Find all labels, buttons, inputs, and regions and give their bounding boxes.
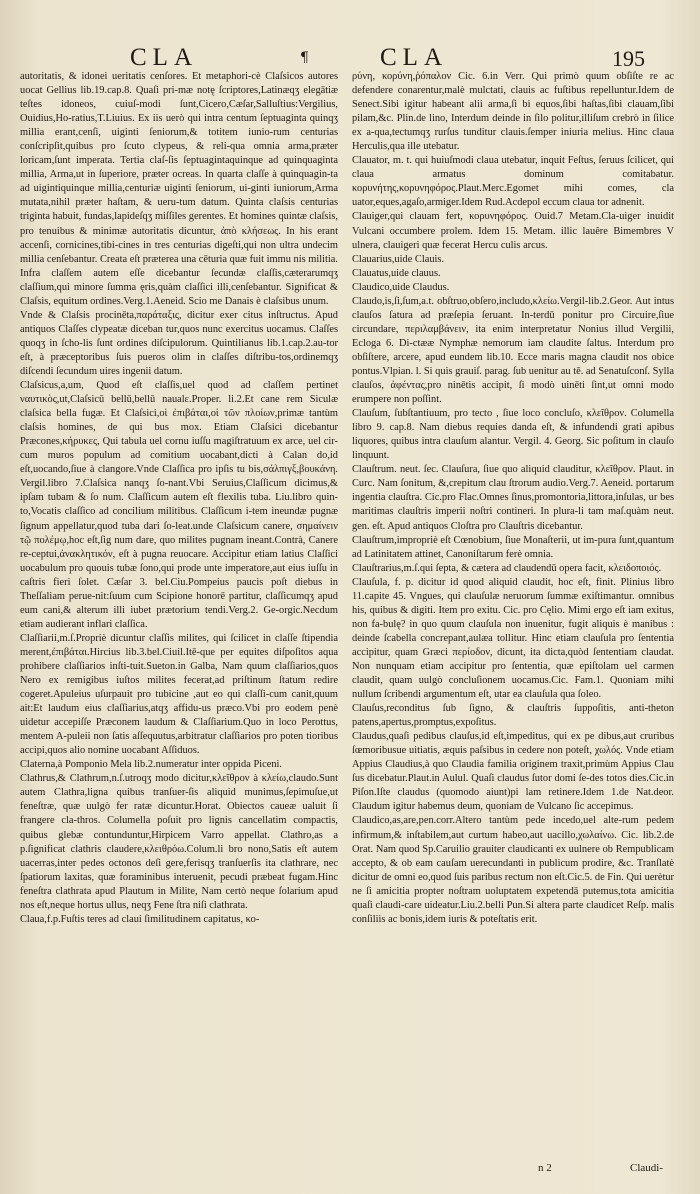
entry-paragraph: Claſsicus,a,um, Quod eſt claſſis,uel quod ad claſſem pertinet ναυτικὸς,ut,Claſsicū bellū,bellū naualε.Proper. li.2.Et cane rem Siculæ claſsica bella fugæ. Et Claſsici,οἱ ἐπιβάται,οἱ τῶν πλοίων,primæ tantùm claſsis homines, de qui bus mox. Etiam Claſsici dicebantur Præcones,κήρυκες, Qui tabula uel cornu iuſſu magiſtratuum ex arce, uel cir-cum muros populum ad comitium uocabant,dicti à Calan do,id eſt,uocando,ſiue à clangore.Vnde Claſſica pro ipſis tu bis,σάλπιγξ,βουκάνη. Vergil.libro 7.Claſsica nanqʒ ſo-nant.Vbi Seruius,Claſſicum dicimus,& ipſam tubam & ſo num. Claſſicum autem eſt flexilis tuba. Liu.libro quin-to,Vocatis claſſico ad concilium militibus. Claſſicum i-tem ineundæ pugnæ ſignum appellatur,quod tuba dari ſo-leat.unde Claſsicum canere, σημαίνειν τῷ πολέμῳ,hoc eſt,ſig num dare, quo milites pugnam ineant.Contrà, Canere re-ceptui,ἀνακλητικόν, eſt à pugna reuocare. Accipitur etiam latius Claſſici uocabulum pro quouis tubæ ſono,qui prode unte imperatore,aut eius iuſſu in caſtris fieri ſolet. Cæſar 3. bel.Ciu.Pompeius paucis poſt diebus in Theſſaliam perue-nit:ſuum cum Scipione honorē partitur, claſſicumqʒ apud eum cani,& alterum illi iubet prætorium tendi.Verg.2. Ge-orgic.Necdum etiam audierant inflari claſſica.	[20, 380, 338, 630]
entry-paragraph: Clauſtrum,impropriè eſt Cœnobium, ſiue Monaſterii, ut im-pura ſunt,quantum ad Latinitatem attinet, Canoniſtarum ferè omnia.	[352, 534, 674, 560]
catchword: Claudi-	[630, 1162, 663, 1174]
head-mark: ¶	[300, 50, 309, 66]
headword-right: CLA	[380, 44, 448, 71]
entry-paragraph: Clauſum, ſubſtantiuum, pro tecto , ſiue loco concluſo, κλεῖθρον. Columella libro 9. cap.8. Nam diebus requies danda eſt, & infundendi grati apibus liquores, quibus intra clauſum alantur. Vergil. 4. Georg. Sic poſitum in clauſo linquunt.	[352, 408, 674, 462]
right-column	[352, 70, 674, 927]
entry-paragraph: autoritatis, & idonei ueritatis cenſores. Et metaphori-cè Claſsicos autores uocat Gellius lib.19.cap.8. Quaſi pri-mæ notę ſcriptores,Latinæqʒ elegātiæ teſtes idoneos, cuiuſ-modi ſunt,Cicero,Cæſar,Salluſtius:Vergilius, Ouidius,Ho-ratius,T.Liuius. Ex iis uerò qui intra centum ſeptuaginta quinqʒ millia erant,cenſi, uiginti ſeniorum,& totitem iunio-rum centurias conſcripſit,quibus pro ſcuto clypeus, & reli-qua omnia arma,præter loricam,ſunt imperata. Tertia claſ-ſis ſeptuagintaquinque ad quinquaginta millia, Arma,ut in ſuperiore, præter ocreas. In quarta claſſe à quinquagin-ta ad uigintiquinque millia,centuriæ uiginti ſeniorum, ui-ginti iuniorum,Arma mutata,nihil præter haſtam, & ueru-tum datum. Quinta claſsis centurias triginta habuit, fundas,lapideſqʒ miſſiles gerentes. Et homines quintæ claſsis, pro tenuibus & minimæ autoritatis dicuntur, ἀπὸ κλήσεως. In his erant accenſi, cornicines,tibi-cines in tres centurias digeſti,qui non ultra undecim millia cenſebantur. Creata eſt præterea una cēturia quæ fuit immu nis militia. Infra claſſem autem eſſe dicebantur ſecundæ claſſis,cæterarumqʒ claſſium,qui minore ſumma ęris,quàm claſſici illi,cenſebantur. Significat & Claſsis, equitum ordines.Verg.1.Aeneid. Scio me Danais è claſsibus unum.	[20, 71, 338, 307]
entry-paragraph: Claua,f.p.Fuſtis teres ad claui ſimilitudinem capitatus, κο-	[20, 913, 260, 925]
entry-paragraph: Clauarius,uide Clauis.	[352, 253, 445, 265]
entry-paragraph: Claterna,à Pomponio Mela lib.2.numeratur inter oppida Piceni.	[20, 759, 283, 771]
left-column	[20, 70, 338, 927]
entry-paragraph: Clauſula, f. p. dicitur id quod aliquid claudit, hoc eſt, finit. Plinius libro 11.capite 45. Vngues, qui clauſulæ neruorum ſummæ exiſtimantur. omnibus his, quibus & digiti. Item pro exitu. Cic. pro Cęlio. Mimi ergo eſt iam exitus, non fa-bulę? in quo quum clauſula non inuenitur, fugit aliquis è manibus : deinde ſcabella concrepant,aulæa tollitur. Hinc etiam clauſula pro ſententia accipitur, quam Græci περίοδον, dicunt, ita dicta,quòd ſententiam claudat. Non nunquam etiam accipitur pro ſententia, quæ epiſtolam uel carmen claudit, quam uulgò concluſionem uocamus.Cic. Fam.1. Quoniam mihi nullum ſcribendi argumentum eſt, utar ea clauſula qua ſoleo.	[352, 576, 674, 701]
entry-paragraph: Claudus,quaſi pedibus clauſus,id eſt,impeditus, qui ex pe dibus,aut cruribus ſœmoribusue uitiatis, æquis paſsibus in cedere non poteſt, χωλός. Vnde etiam Appius Claudius,à quo Claudia familia originem traxit,primùm Appius Clau ſus dicebatur.Plaut.in Aulul. Quaſi claudus ſutor domi ſe-des totos dies.Cic.in Piſon.Iſte claudus (quomodo aiunt)pi lam retinere.Idem 1.de Nat.deor. Claudum igitur habemus deum, quoniam de Vulcano ſic accepimus.	[352, 731, 674, 813]
entry-paragraph: Clauſtrarius,m.ſ.qui ſepta, & cætera ad claudendū opera facit, κλειδοποιός.	[352, 562, 662, 574]
entry-paragraph: Clauſtrum. neut. ſec. Clauſura, ſiue quo aliquid clauditur, κλεῖθρον. Plaut. in Curc. Nam ſonitum, &,crepitum clau ſtrorum audio.Verg.7. Aeneid. portarum ingentia clauſtra. Cic.pro Flac.Omnes ſinus,promontoria,littora,inſulas, ur bes maritimas clauſtris imperii noſtri contineri. In plura-li tam maſ.quàm neut. gen. eſt. Apud antiquos Cloſtra pro Clauſtris dicebantur.	[352, 464, 674, 532]
entry-paragraph: Claſſiarii,m.ſ.Propriè dicuntur claſſis milites, qui ſcilicet in claſſe ſtipendia merent,ἐπιβάται.Hircius lib.3.bel.Ciuil.Itē-que per equites diſpoſitos aqua prohibere claſſiarios inſti-tuit.Sueton.in Galba, Nam quum claſſiarios,quos Nero ex remigibus iuſtos milites fecerat,ad priſtinum ſtatum redire cogeret.Apuleius uſurpauit pro tubicine ,aut eo qui claſſi-cum canit,quum ait:Et laudum eius claſſiarius,atqʒ affidu-us præco.Vbi pro eodem penè uidetur accepiſſe Præconem laudum & Claſſiarium.Quo in loco Perottus, mentem A-puleii non ſatis aſſequutus,arbitratur claſſiarios pro poten tioribus accipi,quos alio nomine uocabant Aſſiduos.	[20, 632, 338, 757]
entry-paragraph: Clauiger,qui clauam fert, κορυνηφόρος. Ouid.7 Metam.Cla-uiger inuidit Vulcani occumbere prolem. Idem 15. Metam. illic lauêre Bimembres V ulnera, clauigeri quæ fecerat Hercu culis arcus.	[352, 211, 674, 251]
entry-paragraph: Clathrus,& Clathrum,n.ſ.utroqʒ modo dicitur,κλεῖθρον à κλείω,claudo.Sunt autem Clathra,ligna quibus tranſuer-ſis aliquid munimus,ſepimuſue,ut feneſtræ, quæ uulgò fer ratæ dicuntur.Horat. Obiectos caueæ ualuit ſi frangere cla-thros. Columella poſuit pro lignis cancellatim compactis, quibus glebæ contunduntur,Hirpicem Varro appellat. Clathro,as a p.ſignificat clathris claudere,κλειθρόω.Colum.li bro nono,Satis eſt autem uacerras,inter pedes octonos deſi gere,ferisqʒ tranſuerſis ita clathrare, nec ſpatiorum laxitas, quæ foraminibus interuenit, pecudi præbeat fugam.Hinc feneſtra clathrata apud Plautum in Milite, Nam certò neque ſolarium apud nos eſt,neque hortus ullus, neqʒ Fene ſtra niſi clathrata.	[20, 773, 338, 911]
entry-paragraph: Clauator, m. t. qui huiuſmodi claua utebatur, inquit Feſtus, ſeruus ſcilicet, qui claua armatus dominum comitabatur. κορυνήτης,κορυνηφόρος.Plaut.Merc.Egomet mihi comes, cla uator,eques,agaſo,armiger.Idem Rud.Acdepol eccum claua tor adnenit.	[352, 155, 674, 209]
entry-paragraph: Claudico,as,are,pen.corr.Altero tantùm pede incedo,uel alte-rum pedem infirmum,& inſtabilem,aut curtum habeo,aut uacillo,χωλαίνω. Cic. lib.2.de Orat. Nam quod Sp.Caruilio grauiter claudicanti ex uulnere ob Rempublicam accepto, & ob eam cauſam uerecundanti in publicum prodire, &c. Tranſlatè dicitur de omni eo,quod ſuis paribus rectum non eſt.Cic.5. de Fin. Qui uerètur ne ſi amicitia propter noſtram uoluptatem expetendā putemus,tota amicitia quaſi claudi-care uideatur.Liu.2.belli Pun.Si altera parte claudicet Reſp. malis conſiliis ac bonis,idem iuris & poteſtatis erit.	[352, 815, 674, 925]
signature-mark: n 2	[538, 1162, 552, 1174]
running-head	[0, 44, 700, 70]
headword-left: CLA	[130, 44, 198, 71]
page-number: 195	[612, 46, 645, 71]
entry-paragraph: Clauſus,reconditus ſub ſigno, & clauſtris ſuppoſitis, anti-theton patens,apertus,promptus,expoſitus.	[352, 703, 674, 729]
entry-paragraph: Claudico,uide Claudus.	[352, 281, 450, 293]
entry-paragraph: Clauatus,uide clauus.	[352, 267, 441, 279]
entry-paragraph: ρύνη, κορύνη,ῥόπαλον Cic. 6.in Verr. Qui primò quum obſiſte re ac defendere conarentur,malè mulctati, clauis ac fuſtibus repelluntur.Idem de Senect.Sibi igitur habeant alii arma,ſi bi equos,ſibi haſtas,ſibi clauam,ſibi pilam,&c. Plin.de lino, Interdum deinde in ſilo politur,illiſum crebrò in ſilice ex a-qua,tectumqʒ rurſus tunditur clauis.ſemper iniuria melius. Hinc claua Herculis,qua ille utebatur.	[352, 71, 674, 153]
entry-paragraph: Claudo,is,ſi,ſum,a.t. obſtruo,obſero,includo,κλείω.Vergil-lib.2.Geor. Aut intus clauſos ſatura ad præſepia ſeruant. In-terdū ponitur pro Circuire,ſiue circundare, περιλαμβάνειν, ita enim interpretatur Nonius illud Vergilii, Ecloga 6. Di-ctææ Nymphæ nemorum iam claudite ſaltus. Interdum pro obſiſtere, arcere, apud eundem lib.10. Ecce maris magna claudit nos obice pontus.Vlpian. l. Si quis grauiſ. parag. ſub uenitur au tē. ad Senatuſconſ. Sylla clauſos, ἀφέντας,pro ninētis accipit, ſi modò uinēti ſint,ut omni modo erumpere non poſſint.	[352, 295, 674, 406]
entry-paragraph: Vnde & Claſsis procinēta,παράταξις, dicitur exer citus inſtructus. Apud antiquos Claſſes clypeatæ diceban tur,quos nunc exercitus uocamus. Claſſes quoqʒ in ſcho-lis ſunt ordines diſcipulorum. Quintilianus lib.1.cap.2.au-tor eſt, à præceptoribus ſuis pueros olim in claſſes diſtribu-tos,ordinemqʒ diſcendi ſecundum uires ingenii datum.	[20, 309, 338, 377]
